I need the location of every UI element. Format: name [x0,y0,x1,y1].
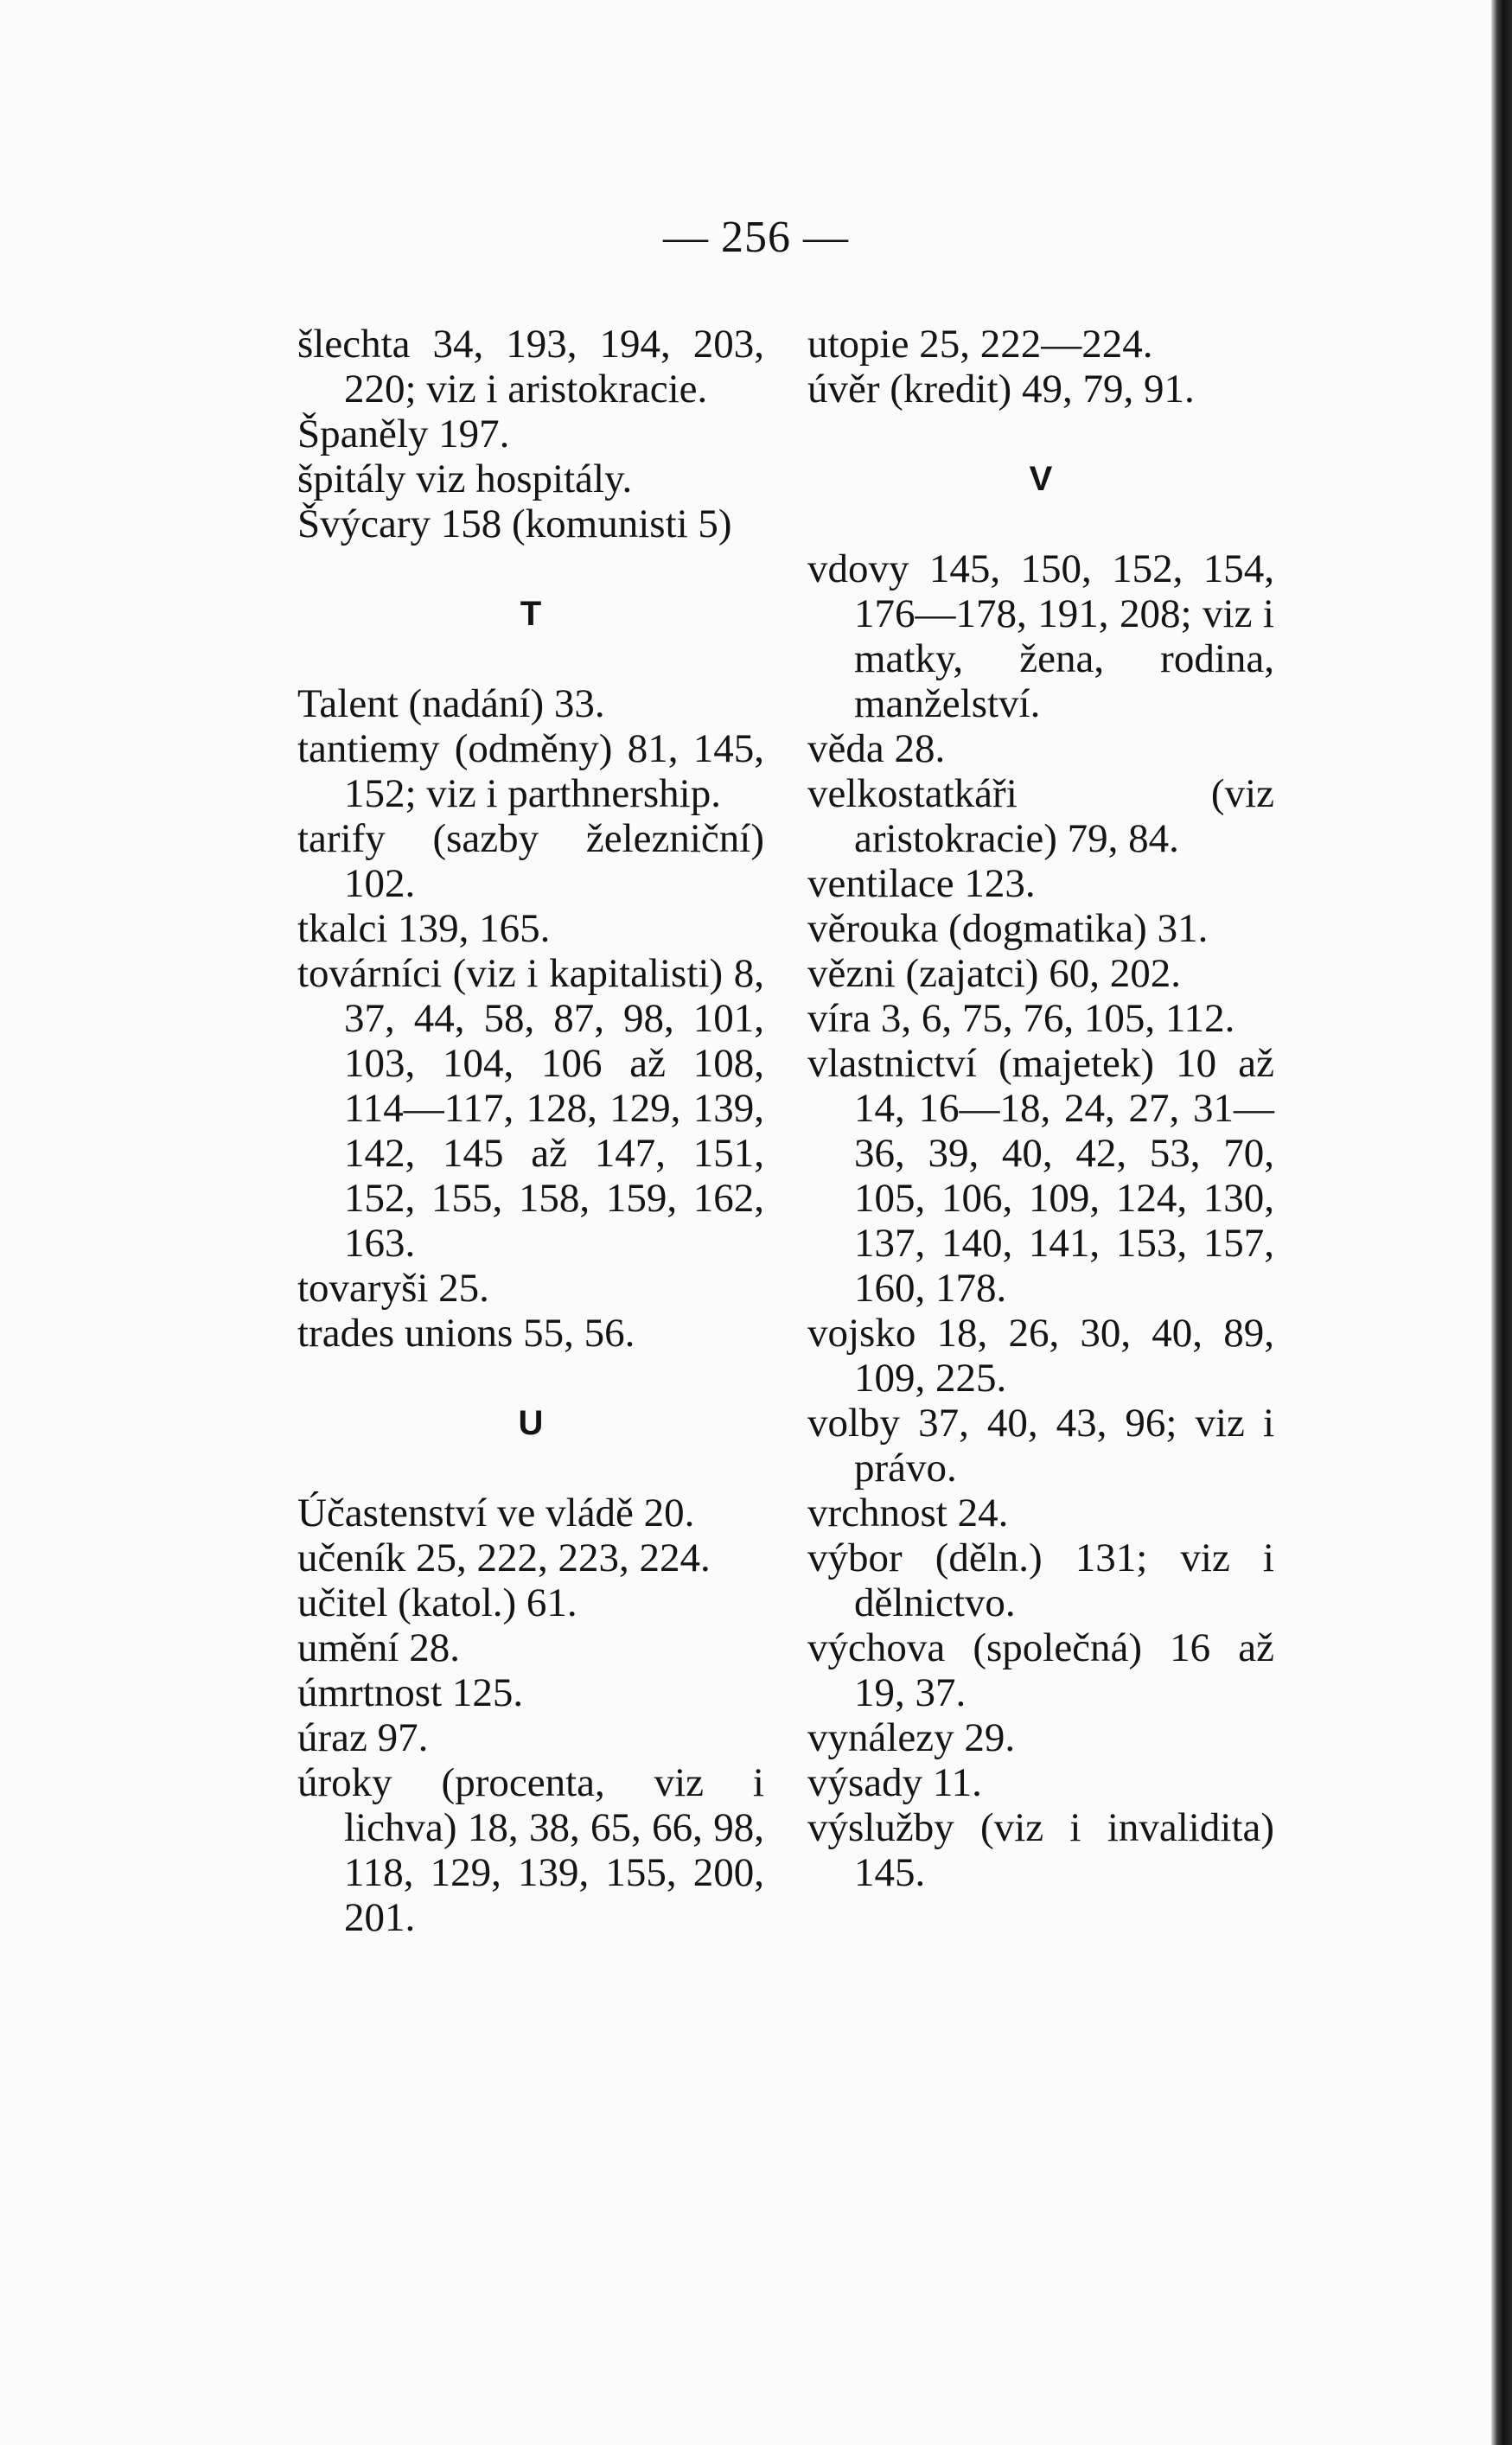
page-number: — 256 — [663,213,849,262]
index-entry: Talent (nadání) 33. [297,681,605,726]
index-entry: vynálezy 29. [807,1715,1016,1760]
index-entry: tantiemy (odměny) 81, 145, 152; viz i parthnership. [297,726,764,816]
index-entry: tarify (sazby železniční) 102. [297,816,764,906]
section-heading-t: T [520,595,542,633]
index-entry: vězni (zajatci) 60, 202. [807,951,1181,996]
index-entry: vlastnictví (majetek) 10 až 14, 16—18, 24, 27, 31—36, 39, 40, 42, 53, 70, 105, 106, 109, 124, 130, 137, 140, 141, 153, 157, 160, 178. [807,1041,1274,1311]
index-entry: víra 3, 6, 75, 76, 105, 112. [807,996,1235,1041]
index-entry: trades unions 55, 56. [297,1311,635,1356]
index-column-right [807,322,1274,1895]
index-entry: učeník 25, 222, 223, 224. [297,1535,711,1580]
index-entry: umění 28. [297,1625,460,1670]
index-entry: Účastenství ve vládě 20. [297,1491,695,1535]
index-entry: věda 28. [807,726,946,771]
section-heading-v: V [1029,460,1053,498]
index-entry: vrchnost 24. [807,1491,1009,1535]
book-spine-edge [1491,0,1512,2445]
index-entry: učitel (katol.) 61. [297,1580,577,1625]
index-column-left [297,322,764,1940]
section-heading-u: U [518,1404,544,1442]
index-entry: ventilace 123. [807,861,1036,906]
index-entry: tovaryši 25. [297,1266,489,1311]
index-entry: volby 37, 40, 43, 96; viz i právo. [807,1401,1274,1491]
index-entry: výbor (děln.) 131; viz i dělnictvo. [807,1535,1274,1625]
index-entry: tkalci 139, 165. [297,906,551,951]
index-entry: vojsko 18, 26, 30, 40, 89, 109, 225. [807,1311,1274,1401]
index-entry: utopie 25, 222—224. [807,322,1153,367]
index-entry: úvěr (kredit) 49, 79, 91. [807,367,1195,412]
index-entry: úroky (procenta, viz i lichva) 18, 38, 65, 66, 98, 118, 129, 139, 155, 200, 201. [297,1760,764,1940]
index-entry: špitály viz hospitály. [297,456,633,501]
index-entry: výslužby (viz i invalidita) 145. [807,1805,1274,1895]
index-entry: vdovy 145, 150, 152, 154, 176—178, 191, 208; viz i matky, žena, rodina, manželství. [807,546,1274,726]
index-entry: Švýcary 158 (komunisti 5) [297,501,732,546]
index-entry: Španěly 197. [297,412,510,456]
index-entry: velkostatkáři (viz aristokracie) 79, 84. [807,771,1274,861]
index-entry: výchova (společná) 16 až 19, 37. [807,1625,1274,1715]
index-entry: úmrtnost 125. [297,1670,524,1715]
index-entry: šlechta 34, 193, 194, 203, 220; viz i aristokracie. [297,322,764,412]
index-entry: úraz 97. [297,1715,429,1760]
index-entry: výsady 11. [807,1760,982,1805]
index-entry: věrouka (dogmatika) 31. [807,906,1209,951]
index-entry: továrníci (viz i kapitalisti) 8, 37, 44, 58, 87, 98, 101, 103, 104, 106 až 108, 114—117, 128, 129, 139, 142, 145 až 147, 151, 152, 155, 158, 159, 162, 163. [297,951,764,1266]
